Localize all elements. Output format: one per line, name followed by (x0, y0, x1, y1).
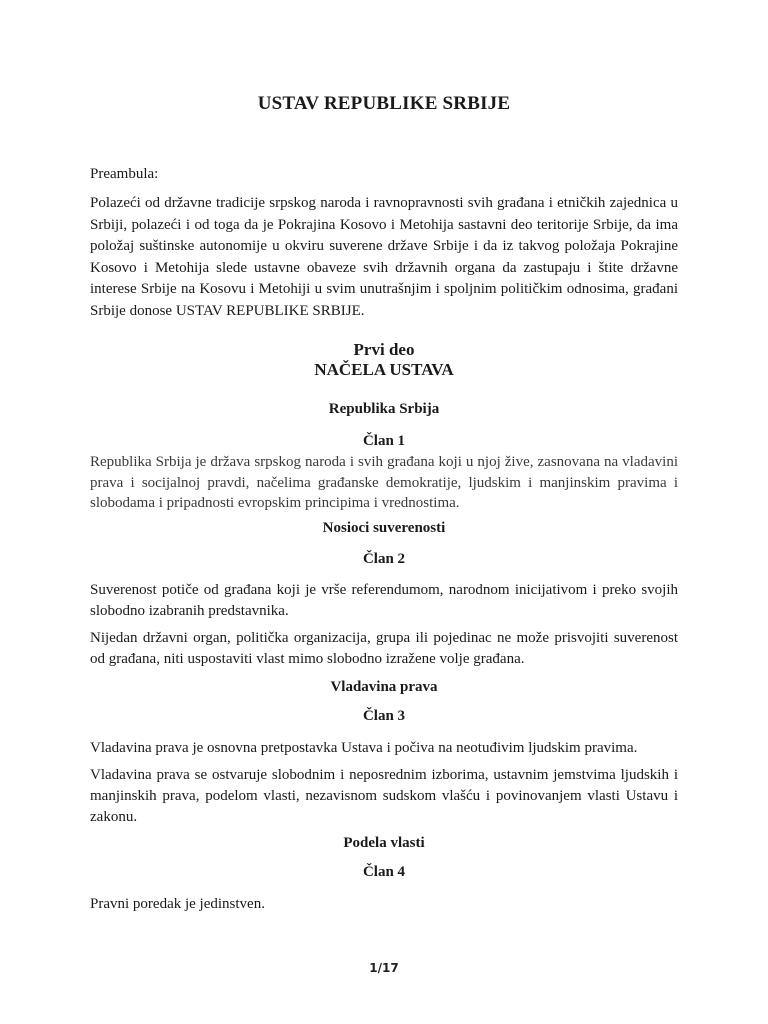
part-subtitle: NAČELA USTAVA (314, 360, 454, 379)
article-2-body-2 (90, 628, 678, 670)
section-heading-vladavina-prava: Vladavina prava (330, 679, 438, 695)
section-heading-nosioci-suverenosti: Nosioci suverenosti (322, 520, 446, 536)
article-3-heading: Član 3 (362, 708, 406, 724)
section-heading-republika-srbija: Republika Srbija (328, 401, 440, 417)
article-2-body-1 (90, 580, 678, 622)
document-title: USTAV REPUBLIKE SRBIJE (257, 93, 511, 114)
article-3-paragraph-2: Vladavina prava se ostvaruje slobodnim i neposrednim izborima, ustavnim jemstvima ljudskih i manjinskih prava, podelom vlasti, nezavisnom sudskom vlašću i povinovanjem vlasti Ustavu i zakonu. (90, 767, 678, 825)
article-2-paragraph-1: Suverenost potiče od građana koji je vrše referendumom, narodnom inicijativom i preko svojih slobodno izabranih predstavnika. (90, 582, 678, 619)
article-3-body-1 (90, 737, 678, 759)
preamble-heading (90, 163, 678, 185)
article-4-body (90, 893, 678, 915)
article-2-heading: Član 2 (362, 551, 406, 567)
article-3-paragraph-1: Vladavina prava je osnovna pretpostavka Ustava i počiva na neotuđivim ljudskim pravima. (90, 740, 638, 756)
section-heading-podela-vlasti: Podela vlasti (343, 835, 425, 851)
article-2-paragraph-2: Nijedan državni organ, politička organizacija, grupa ili pojedinac ne može prisvojiti suverenost od građana, niti uspostaviti vlast mimo slobodno izražene volje građana. (90, 630, 678, 667)
preamble-body (90, 193, 678, 323)
article-4-paragraph: Pravni poredak je jedinstven. (90, 896, 265, 912)
article-3-body-2 (90, 765, 678, 828)
part-title: Prvi deo (353, 340, 415, 359)
preamble-paragraph: Polazeći od državne tradicije srpskog naroda i ravnopravnosti svih građana i etničkih zajednica u Srbiji, polazeći i od toga da je Pokrajina Kosovo i Metohija sastavni deo teritorije Srbije, da ima položaj suštinske autonomije u okviru suverene države Srbije i da iz takvog položaja Pokrajine Kosovo i Metohija slede ustavne obaveze svih državnih organa da zastupaju i štite državne interese Srbije na Kosovu i Metohiji u svim unutrašnjim i spoljnim političkim odnosima, građani Srbije donose USTAV REPUBLIKE SRBIJE. (90, 195, 678, 319)
preamble-heading-text: Preambula: (90, 166, 159, 182)
article-1-paragraph: Republika Srbija je država srpskog naroda i svih građana koji u njoj žive, zasnovana na vladavini prava i socijalnoj pravdi, načelima građanske demokratije, ljudskim i manjinskim pravima i slobodama i pripadnosti evropskim principima i vrednostima. (90, 454, 678, 511)
article-1-heading: Član 1 (362, 433, 406, 449)
article-4-heading: Član 4 (362, 864, 406, 880)
article-1-body (90, 452, 678, 514)
page-number: 1/17 (369, 961, 399, 975)
